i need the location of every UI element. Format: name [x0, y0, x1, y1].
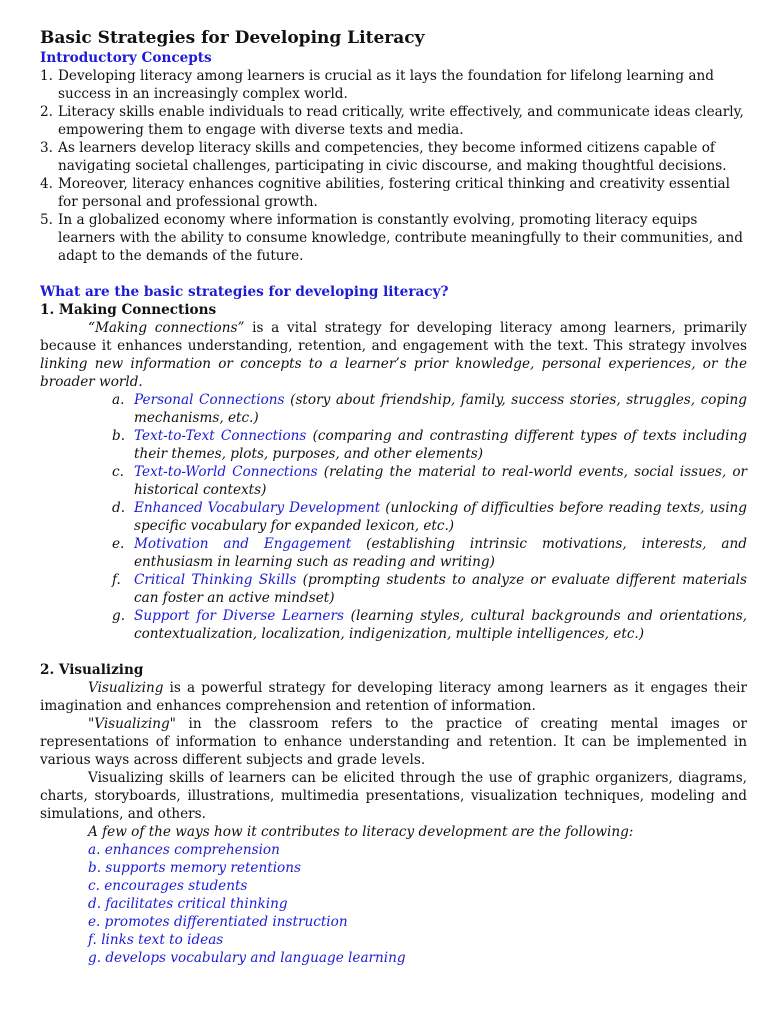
list-text [134, 571, 747, 607]
list-item [112, 571, 747, 607]
intro-list [40, 67, 747, 265]
making-connections-paragraph [40, 319, 747, 391]
list-item [40, 103, 747, 139]
list-letter: g. [112, 608, 126, 624]
list-item: b. supports memory retentions [88, 860, 301, 876]
list-text: Developing literacy among learners is crucial as it lays the foundation for lifelong learning and success in an increasingly complex world. [58, 68, 714, 102]
list-letter: e. [112, 536, 125, 552]
list-text [134, 427, 747, 463]
connection-label: Personal Connections [134, 392, 285, 408]
connection-label: Critical Thinking Skills [134, 572, 297, 588]
list-item [112, 535, 747, 571]
list-number: 2. [40, 104, 53, 120]
visualizing-heading: 2. Visualizing [40, 662, 144, 678]
list-item: f. links text to ideas [88, 932, 224, 948]
visualizing-paragraph-3: Visualizing skills of learners can be elicited through the use of graphic organizers, diagrams, charts, storyboards, illustrations, multimedia presentations, visualization techniques, modeling and simulations, and others. [40, 770, 747, 822]
paragraph-text: is a vital strategy for developing literacy among learners, primarily because it enhances understanding, retention, and engagement with the text. This strategy involves [40, 320, 747, 354]
list-letter: a. [112, 392, 125, 408]
connection-label: Support for Diverse Learners [134, 608, 344, 624]
connection-desc: (unlocking of difficulties before reading texts, using specific vocabulary for expanded lexicon, etc.) [134, 500, 748, 534]
list-item: c. encourages students [88, 878, 248, 894]
spacer [40, 643, 747, 661]
connection-label: Text-to-Text Connections [134, 428, 307, 444]
list-item [40, 211, 747, 265]
visualizing-paragraph-1 [40, 679, 747, 715]
term-visualizing-quoted: "Visualizing" [88, 716, 176, 732]
connection-desc: (comparing and contrasting different types of texts including their themes, plots, purposes, and other elements) [134, 428, 747, 462]
list-text [134, 607, 747, 643]
list-text [134, 535, 747, 571]
list-item [40, 67, 747, 103]
list-number: 3. [40, 140, 53, 156]
list-item [112, 499, 747, 535]
list-item [112, 463, 747, 499]
paragraph-text: is a powerful strategy for developing literacy among learners as it engages their imagination and enhances comprehension and retention of information. [40, 680, 747, 714]
list-item: a. enhances comprehension [88, 842, 280, 858]
list-text [134, 391, 747, 427]
connection-desc: (story about friendship, family, success stories, struggles, coping mechanisms, etc.) [134, 392, 747, 426]
list-number: 4. [40, 176, 53, 192]
list-item: e. promotes differentiated instruction [88, 914, 348, 930]
term-making-connections: “Making connections” [88, 320, 245, 336]
list-item [112, 607, 747, 643]
list-text: Moreover, literacy enhances cognitive abilities, fostering critical thinking and creativity essential for personal and professional growth. [58, 176, 730, 210]
list-number: 1. [40, 68, 53, 84]
term-visualizing: Visualizing [88, 680, 164, 696]
connection-label: Text-to-World Connections [134, 464, 318, 480]
list-letter: c. [112, 464, 124, 480]
intro-heading: Introductory Concepts [40, 50, 212, 66]
list-item [112, 427, 747, 463]
list-item: g. develops vocabulary and language learning [88, 950, 406, 966]
list-text: In a globalized economy where information is constantly evolving, promoting literacy equips learners with the ability to consume knowledge, contribute meaningfully to their communities, and adapt to the demands of the future. [58, 212, 743, 264]
connections-list [40, 391, 747, 643]
page-title: Basic Strategies for Developing Literacy [40, 28, 425, 48]
list-number: 5. [40, 212, 53, 228]
list-item: d. facilitates critical thinking [88, 896, 288, 912]
connection-desc: (relating the material to real-world events, social issues, or historical contexts) [134, 464, 747, 498]
list-letter: b. [112, 428, 126, 444]
connection-label: Enhanced Vocabulary Development [134, 500, 381, 516]
connection-label: Motivation and Engagement [134, 536, 352, 552]
contributions-list [40, 841, 747, 967]
list-text [134, 463, 747, 499]
strategies-question: What are the basic strategies for developing literacy? [40, 284, 449, 300]
list-text: Literacy skills enable individuals to read critically, write effectively, and communicate ideas clearly, empowering them to engage with diverse texts and media. [58, 104, 744, 138]
list-item [40, 175, 747, 211]
connection-desc: (establishing intrinsic motivations, interests, and enthusiasm in learning such as reading and writing) [134, 536, 747, 570]
paragraph-text: in the classroom refers to the practice of creating mental images or representations of information to enhance understanding and retention. It can be implemented in various ways across different subjects and grade levels. [40, 716, 747, 768]
visualizing-paragraph-2 [40, 715, 747, 769]
paragraph-italic-text: linking new information or concepts to a learner’s prior knowledge, personal experiences, or the broader world. [40, 356, 747, 390]
list-text: As learners develop literacy skills and competencies, they become informed citizens capable of navigating societal challenges, participating in civic discourse, and making thoughtful decisions. [58, 140, 727, 174]
contributions-lead-in: A few of the ways how it contributes to literacy development are the following: [88, 824, 634, 840]
list-letter: d. [112, 500, 126, 516]
list-item [40, 139, 747, 175]
connection-desc: (prompting students to analyze or evaluate different materials can foster an active mindset) [134, 572, 747, 606]
connection-desc: (learning styles, cultural backgrounds and orientations, contextualization, localization, indigenization, multiple intelligences, etc.) [134, 608, 747, 642]
making-connections-heading: 1. Making Connections [40, 302, 217, 318]
list-letter: f. [112, 572, 121, 588]
list-item [112, 391, 747, 427]
list-text [134, 499, 747, 535]
